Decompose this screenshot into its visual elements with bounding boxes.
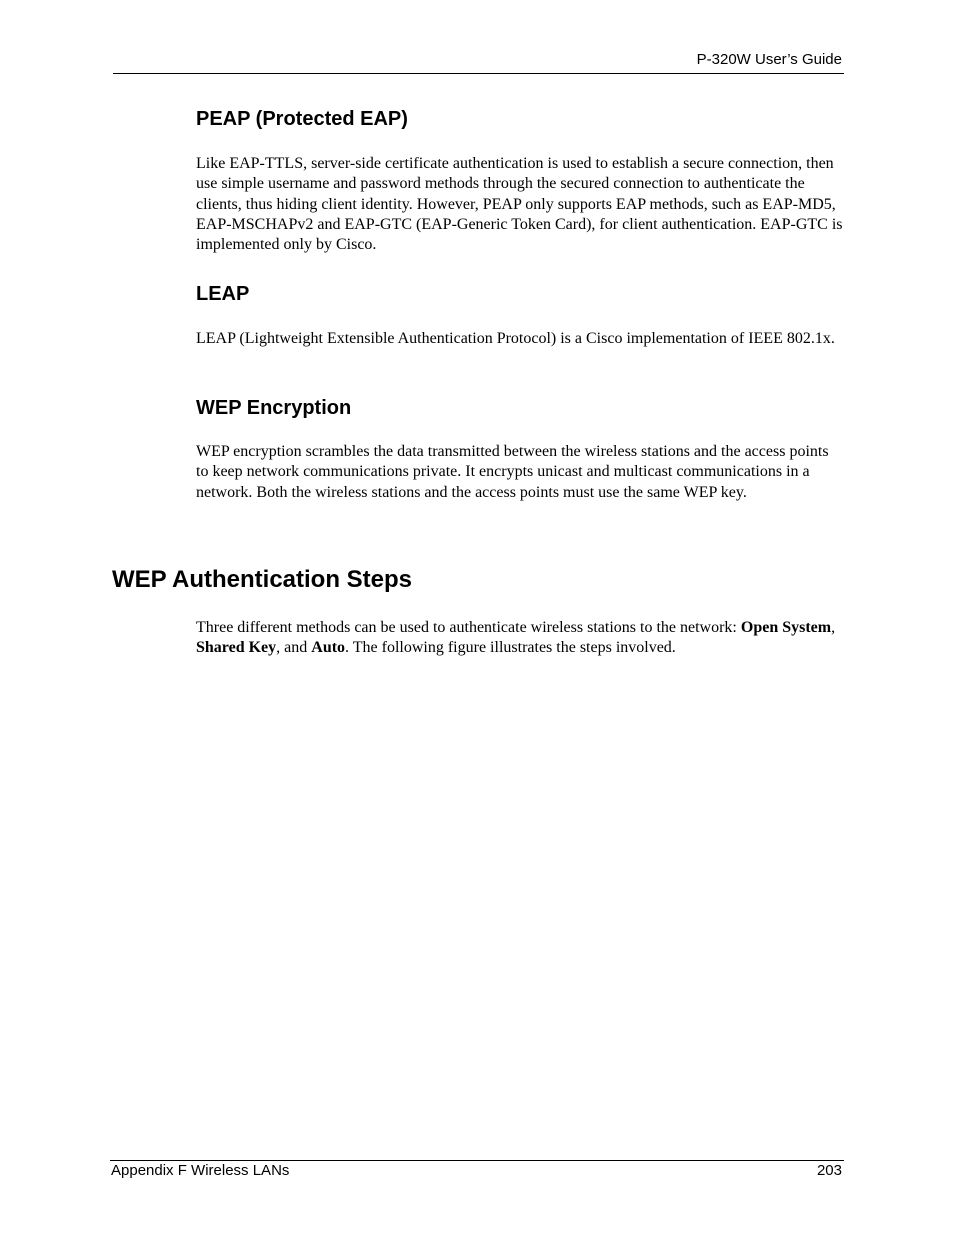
heading-peap: PEAP (Protected EAP) xyxy=(196,108,408,130)
outro-text: . The following figure illustrates the steps involved. xyxy=(345,639,676,657)
intro-text: Three different methods can be used to authenticate wireless stations to the network: xyxy=(196,619,741,636)
heading-wep-encryption: WEP Encryption xyxy=(196,397,352,419)
paragraph-wep-authentication xyxy=(196,618,844,659)
separator-1: , xyxy=(831,619,836,636)
page-number: 203 xyxy=(816,1162,842,1179)
method-auto: Auto xyxy=(311,639,346,657)
paragraph-wep-encryption: WEP encryption scrambles the data transmitted between the wireless stations and the access points to keep network communications private. It encrypts unicast and multicast communications in a network. Both the wireless stations and the access points must use the same WEP key. xyxy=(196,443,829,501)
header-rule xyxy=(113,73,844,74)
footer-section-label: Appendix F Wireless LANs xyxy=(111,1162,290,1179)
footer-rule xyxy=(110,1160,844,1161)
method-shared-key: Shared Key xyxy=(196,639,277,657)
method-open-system: Open System xyxy=(740,619,832,636)
paragraph-leap: LEAP (Lightweight Extensible Authentication Protocol) is a Cisco implementation of IEEE 802.1x. xyxy=(196,330,835,347)
paragraph-peap: Like EAP-TTLS, server-side certificate authentication is used to establish a secure connection, then use simple username and password methods through the secured connection to authenticate the clients, thus hiding client identity. However, PEAP only supports EAP methods, such as EAP-MD5, EAP-MSCHAPv2 and EAP-GTC (EAP-Generic Token Card), for client authentication. EAP-GTC is implemented only by Cisco. xyxy=(196,155,843,254)
running-header-title: P-320W User’s Guide xyxy=(696,51,842,68)
separator-2: , and xyxy=(276,639,312,657)
heading-leap: LEAP xyxy=(196,283,250,305)
heading-wep-authentication-steps: WEP Authentication Steps xyxy=(112,566,413,593)
